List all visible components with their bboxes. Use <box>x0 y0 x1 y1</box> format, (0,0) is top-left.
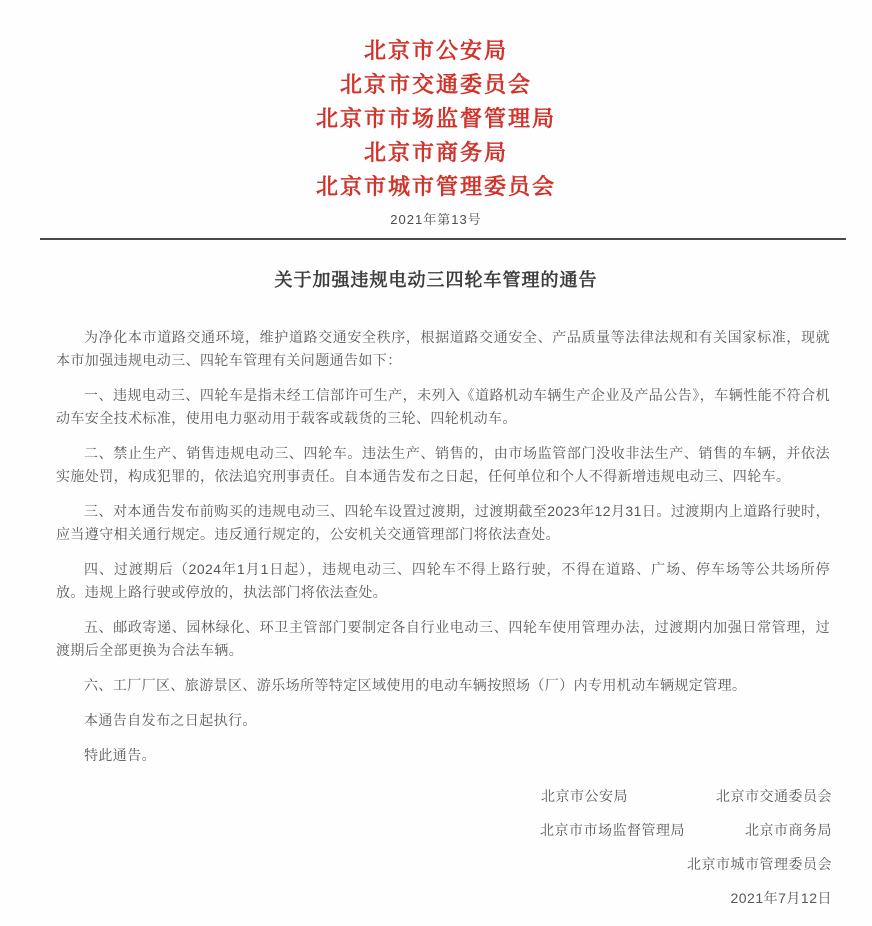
signature-agency: 北京市市场监督管理局 <box>540 822 685 838</box>
body-paragraph: 一、违规电动三、四轮车是指未经工信部许可生产，未列入《道路机动车辆生产企业及产品公告》，车辆性能不符合机动车安全技术标准，使用电力驱动用于载客或载货的三轮、四轮机动车。 <box>56 387 830 426</box>
body-paragraph: 三、对本通告发布前购买的违规电动三、四轮车设置过渡期，过渡期截至2023年12月31日。过渡期内上道路行驶时，应当遵守相关通行规定。违反通行规定的，公安机关交通管理部门将依法查处。 <box>56 503 830 542</box>
signature-agency: 北京市交通委员会 <box>716 788 832 804</box>
body-paragraph: 二、禁止生产、销售违规电动三、四轮车。违法生产、销售的，由市场监管部门没收非法生产、销售的车辆，并依法实施处罚，构成犯罪的，依法追究刑事责任。自本通告发布之日起，任何单位和个人不得新增违规电动三、四轮车。 <box>56 445 830 484</box>
agency-name: 北京市商务局 <box>363 140 508 165</box>
body-paragraph: 四、过渡期后（2024年1月1日起），违规电动三、四轮车不得上路行驶，不得在道路、广场、停车场等公共场所停放。违规上路行驶或停放的，执法部门将依法查处。 <box>56 561 830 600</box>
signature-agency: 北京市公安局 <box>541 788 628 804</box>
signature-row <box>0 847 832 881</box>
notice-title: 关于加强违规电动三四轮车管理的通告 <box>274 270 598 290</box>
signature-row <box>0 881 832 915</box>
body-paragraph: 本通告自发布之日起执行。 <box>84 712 257 728</box>
doc-number: 2021年第13号 <box>390 212 482 227</box>
signature-agency: 北京市城市管理委员会 <box>687 856 832 872</box>
agency-header <box>0 34 872 204</box>
body-paragraph: 为净化本市道路交通环境，维护道路交通安全秩序，根据道路交通安全、产品质量等法律法规和有关国家标准，现就本市加强违规电动三、四轮车管理有关问题通告如下： <box>56 329 830 368</box>
notice-date: 2021年7月12日 <box>730 890 832 906</box>
body-paragraph: 特此通告。 <box>84 747 156 763</box>
signature-agency: 北京市商务局 <box>745 822 832 838</box>
notice-body <box>0 326 872 767</box>
agency-name: 北京市市场监督管理局 <box>315 106 556 131</box>
divider-rule <box>40 238 846 240</box>
body-paragraph: 五、邮政寄递、园林绿化、环卫主管部门要制定各自行业电动三、四轮车使用管理办法，过渡期内加强日常管理，过渡期后全部更换为合法车辆。 <box>56 619 830 658</box>
agency-name: 北京市交通委员会 <box>339 72 532 97</box>
body-paragraph: 六、工厂厂区、旅游景区、游乐场所等特定区域使用的电动车辆按照场（厂）内专用机动车辆规定管理。 <box>84 677 747 693</box>
agency-name: 北京市公安局 <box>363 38 508 63</box>
agency-name: 北京市城市管理委员会 <box>315 174 556 199</box>
signature-block <box>0 779 872 915</box>
signature-row <box>0 779 832 813</box>
signature-row <box>0 813 832 847</box>
